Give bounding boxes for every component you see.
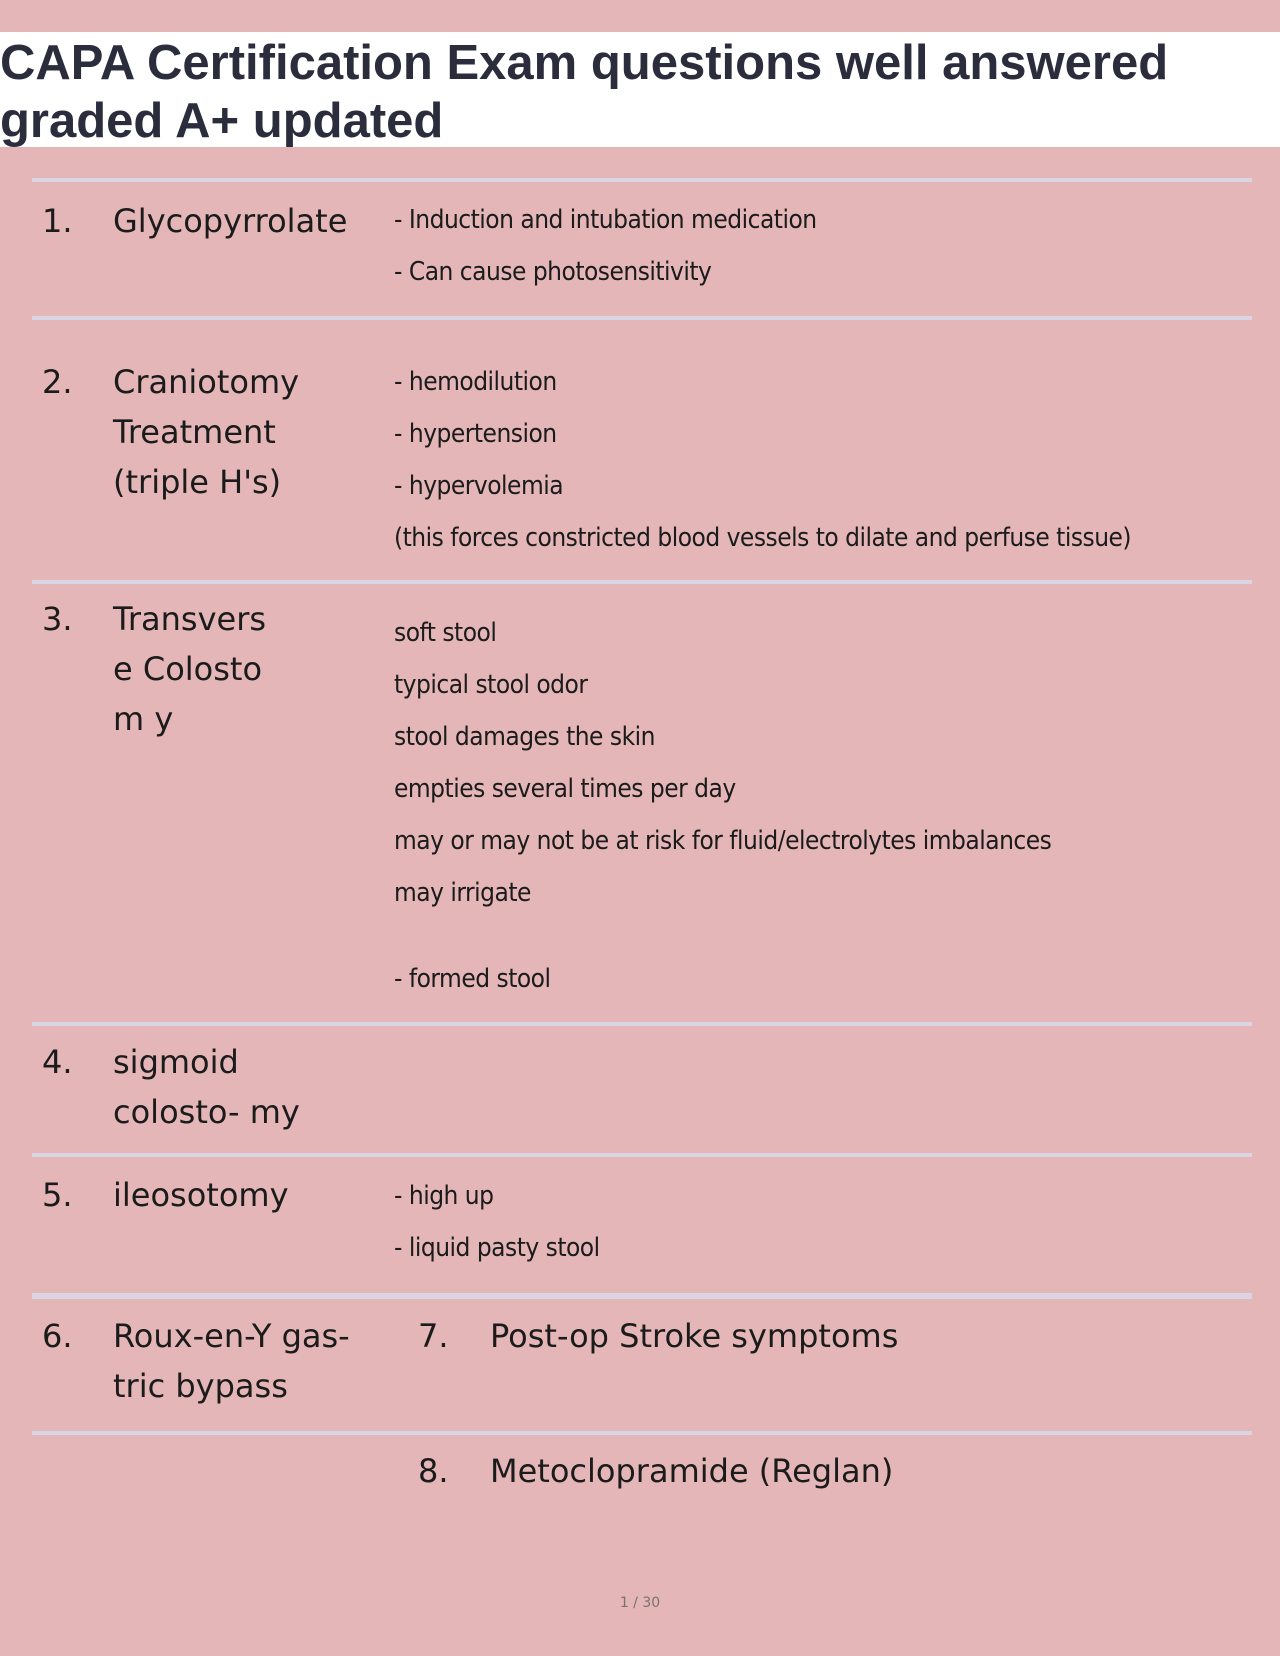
item-term: Metoclopramide (Reglan)	[490, 1452, 894, 1490]
item-term: Roux-en-Y gas- tric bypass	[113, 1317, 350, 1405]
answer-line: typical stool odor	[394, 670, 588, 700]
answer-line: (this forces constricted blood vessels to dilate and perfuse tissue)	[394, 523, 1132, 553]
row-divider	[32, 580, 1252, 584]
item-number: 7.	[418, 1317, 449, 1355]
answer-line: empties several times per day	[394, 774, 736, 804]
answer-line: soft stool	[394, 618, 497, 648]
item-term: sigmoid colosto- my	[113, 1043, 300, 1131]
item-answers	[394, 356, 1131, 564]
answer-line: - Induction and intubation medication	[394, 205, 817, 235]
item-number: 3.	[42, 600, 73, 638]
item-answers	[394, 1170, 600, 1274]
item-number: 2.	[42, 363, 73, 401]
page-indicator: 1 / 30	[619, 1595, 661, 1611]
item-term: Post-op Stroke symptoms	[490, 1317, 899, 1355]
row-divider	[32, 316, 1252, 320]
item-number: 6.	[42, 1317, 73, 1355]
row-divider	[32, 1153, 1252, 1157]
row-divider	[32, 1022, 1252, 1026]
item-answers	[394, 194, 817, 298]
item-number: 4.	[42, 1043, 73, 1081]
row-divider	[32, 1431, 1252, 1435]
answer-line: - high up	[394, 1181, 494, 1211]
answer-line: - hypervolemia	[394, 471, 564, 501]
answer-line: - liquid pasty stool	[394, 1233, 600, 1263]
item-number: 5.	[42, 1176, 73, 1214]
answer-line: may or may not be at risk for fluid/electrolytes imbalances	[394, 826, 1052, 856]
answer-gap	[394, 919, 1051, 953]
row-divider	[32, 178, 1252, 182]
item-term: ileosotomy	[113, 1176, 289, 1214]
item-number: 1.	[42, 202, 73, 240]
answer-line: - hemodilution	[394, 367, 557, 397]
answer-line: - hypertension	[394, 419, 557, 449]
item-term: Transvers e Colostom y	[113, 600, 267, 738]
item-number: 8.	[418, 1452, 449, 1490]
answer-line: - Can cause photosensitivity	[394, 257, 712, 287]
answer-line: stool damages the skin	[394, 722, 655, 752]
page-title: CAPA Certification Exam questions well answered graded A+ updated	[0, 36, 1169, 148]
row-divider	[32, 1293, 1252, 1299]
answer-line: may irrigate	[394, 878, 531, 908]
item-answers	[394, 607, 1051, 1005]
item-term: Craniotomy Treatment (triple H's)	[113, 363, 300, 501]
answer-line: - formed stool	[394, 964, 551, 994]
item-term: Glycopyrrolate	[113, 202, 348, 240]
